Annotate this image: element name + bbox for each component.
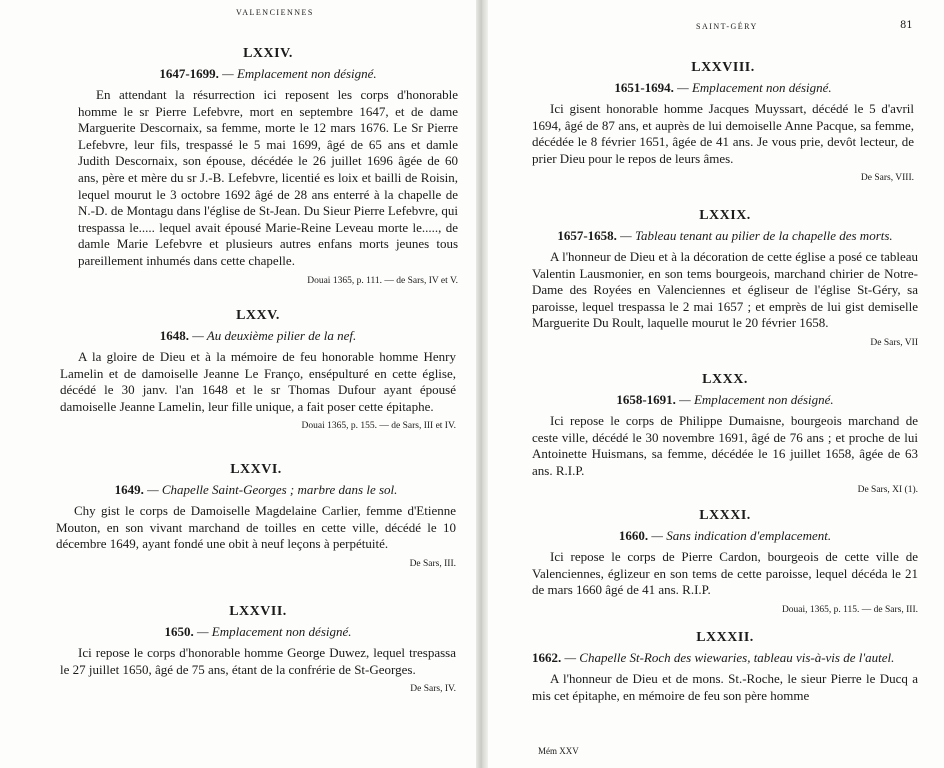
entry-number: LXXVI. — [230, 462, 282, 477]
footer-signature: Mém XXV — [538, 746, 579, 756]
entry-year: 1647-1699. — [159, 66, 219, 81]
entry-text: Ici repose le corps de Pierre Cardon, bourgeois de cette ville de Valenciennes, églizeur en son tems de cette paroisse, lequel décéda le 21 de mars 1660 âgé de 41 ans. R.I.P. — [532, 549, 918, 598]
entry-source: Douai, 1365, p. 115. — de Sars, III. — [781, 604, 918, 615]
entry-number: LXXIX. — [699, 208, 751, 223]
entry-year: 1649. — [114, 482, 144, 497]
entry-subheading — [532, 80, 914, 96]
entry-number: LXXXII. — [696, 630, 754, 645]
entry-subheading — [60, 328, 456, 344]
entry-subheading — [532, 392, 918, 408]
entry-year: 1657-1658. — [557, 228, 617, 243]
entry-source: De Sars, VII — [870, 337, 918, 348]
entry-source: De Sars, VIII. — [860, 173, 914, 184]
entry-text: A l'honneur de Dieu et de mons. St.-Roche, le sieur Pierre le Ducq a mis cet épitaphe, en mémoire de feu son père homme — [532, 671, 918, 703]
entry-source: De Sars, IV. — [410, 684, 456, 695]
entry-text: Ici gisent honorable homme Jacques Muyssart, décédé le 5 d'avril 1694, âgé de 87 ans, et auprès de lui demoiselle Anne Pacque, sa femme, décédée le 8 février 1651, âgée de 41 ans. Je vous prie, devôt lecteur, de prier Dieu pour le repos de leurs âmes. — [532, 101, 914, 166]
entry-number: LXXXI. — [699, 508, 751, 523]
entry-lxxxii — [532, 630, 918, 704]
running-header: VALENCIENNES — [236, 8, 314, 17]
entry-subheading — [60, 624, 456, 640]
entry-year: 1650. — [164, 624, 194, 639]
entry-location: — Chapelle St-Roch des wiewaries, tableau vis-à-vis de l'autel. — [564, 650, 895, 665]
entry-subheading — [532, 228, 918, 244]
entry-location: — Emplacement non désigné. — [679, 392, 834, 407]
entry-subheading — [56, 482, 456, 498]
entry-number: LXXVII. — [229, 604, 287, 619]
entry-text: Ici repose le corps de Philippe Dumaisne, bourgeois marchand de ceste ville, décédé le 30 novembre 1691, âgé de 76 ans ; et proche de lui Antoinette Huismans, sa femme, décédée le 16 juillet 1658, âgée de 63 ans. R.I.P. — [532, 413, 918, 478]
entry-lxxxi — [532, 508, 918, 615]
entry-lxxiv — [78, 46, 458, 286]
right-page — [488, 0, 944, 768]
entry-number: LXXIV. — [243, 46, 293, 61]
entry-text: A la gloire de Dieu et à la mémoire de feu honorable homme Henry Lamelin et de damoiselle Jeanne Le Franço, ensépulturé en cette église, décédé le 30 janv. l'an 1648 et le sr Thomas Dufour ayant épousé damoiselle Jeanne Lamelin, leur fille unique, a fait poser cette épitaphe. — [60, 349, 456, 414]
entry-year: 1658-1691. — [616, 392, 676, 407]
running-header: SAINT-GÉRY — [696, 22, 758, 31]
entry-number: LXXX. — [702, 372, 748, 387]
entry-lxxx — [532, 372, 918, 495]
entry-lxxvi — [56, 462, 456, 569]
entry-source: De Sars, III. — [409, 558, 456, 569]
entry-location: — Au deuxième pilier de la nef. — [192, 328, 357, 343]
entry-text: A l'honneur de Dieu et à la décoration de cette église a posé ce tableau Valentin Lausmonier, en son tems bourgeois, marchand chirier de Notre-Dame des Royées en Valenciennes et égliseur de l'église St-Géry, sa paroisse, lequel trespassa le 2 mai 1657 ; et emprès de lui gist demiselle Marguerite Du Roult, laquelle mourut le 20 février 1658. — [532, 249, 918, 331]
entry-year: 1651-1694. — [614, 80, 674, 95]
entry-year: 1648. — [159, 328, 189, 343]
entry-subheading — [532, 650, 918, 666]
entry-lxxix — [532, 208, 918, 348]
entry-location: — Sans indication d'emplacement. — [651, 528, 832, 543]
entry-year: 1662. — [532, 650, 562, 665]
entry-text: Ici repose le corps d'honorable homme George Duwez, lequel trespassa le 27 juillet 1650, âgé de 75 ans, étant de la confrérie de St-Georges. — [60, 645, 456, 677]
entry-number: LXXV. — [236, 308, 280, 323]
entry-text: Chy gist le corps de Damoiselle Magdelaine Carlier, femme d'Etienne Mouton, en son vivant marchand de toilles en cette ville, décédé le 10 décembre 1649, ayant fondé une obit à neuf leçons à perpétuité. — [56, 503, 456, 552]
book-gutter — [476, 0, 488, 768]
entry-source: Douai 1365, p. 111. — de Sars, IV et V. — [307, 275, 458, 286]
entry-location: — Emplacement non désigné. — [222, 66, 377, 81]
entry-location: — Emplacement non désigné. — [196, 624, 352, 639]
entry-subheading — [78, 66, 458, 82]
entry-year: 1660. — [618, 528, 649, 543]
entry-subheading — [532, 528, 918, 544]
entry-source: Douai 1365, p. 155. — de Sars, III et IV. — [301, 421, 456, 432]
entry-location: — Chapelle Saint-Georges ; marbre dans le sol. — [147, 482, 398, 497]
entry-text: En attendant la résurrection ici reposent les corps d'honorable homme le sr Pierre Lefebvre, mort en septembre 1647, et de dame Marguerite Descornaix, sa femme, morte le 12 mars 1676. Le Sr Pierre Lefebvre, leur fils, trespassé le 5 mai 1699, âgé de 65 ans et damle Judith Descornaix, son épouse, décédée le 26 juillet 1696 âgée de 60 ans, père et mère du sr J.-B. Lefebvre, licentié es loix et bailli de Roisin, lequel mourut le 3 octobre 1692 âgé de 28 ans enterré à la chapelle de N.-D. de Montagu dans l'église de St-Jean. Du Sieur Pierre Lefebvre, qui trespassa le..... lequel avait épousé Marie-Reine Leveau morte le....., de damle Marie Lefebvre et plusieurs autres enfans morts jeunes tous pareillement inhumés dans cette chapelle. — [78, 87, 458, 268]
entry-lxxv — [60, 308, 456, 431]
page-number: 81 — [900, 20, 913, 31]
entry-number: LXXVIII. — [691, 60, 755, 75]
entry-location: — Tableau tenant au pilier de la chapelle des morts. — [620, 228, 893, 243]
entry-lxxviii — [532, 60, 914, 183]
entry-location: — Emplacement non désigné. — [677, 80, 832, 95]
entry-source: De Sars, XI (1). — [857, 485, 918, 496]
entry-lxxvii — [60, 604, 456, 694]
